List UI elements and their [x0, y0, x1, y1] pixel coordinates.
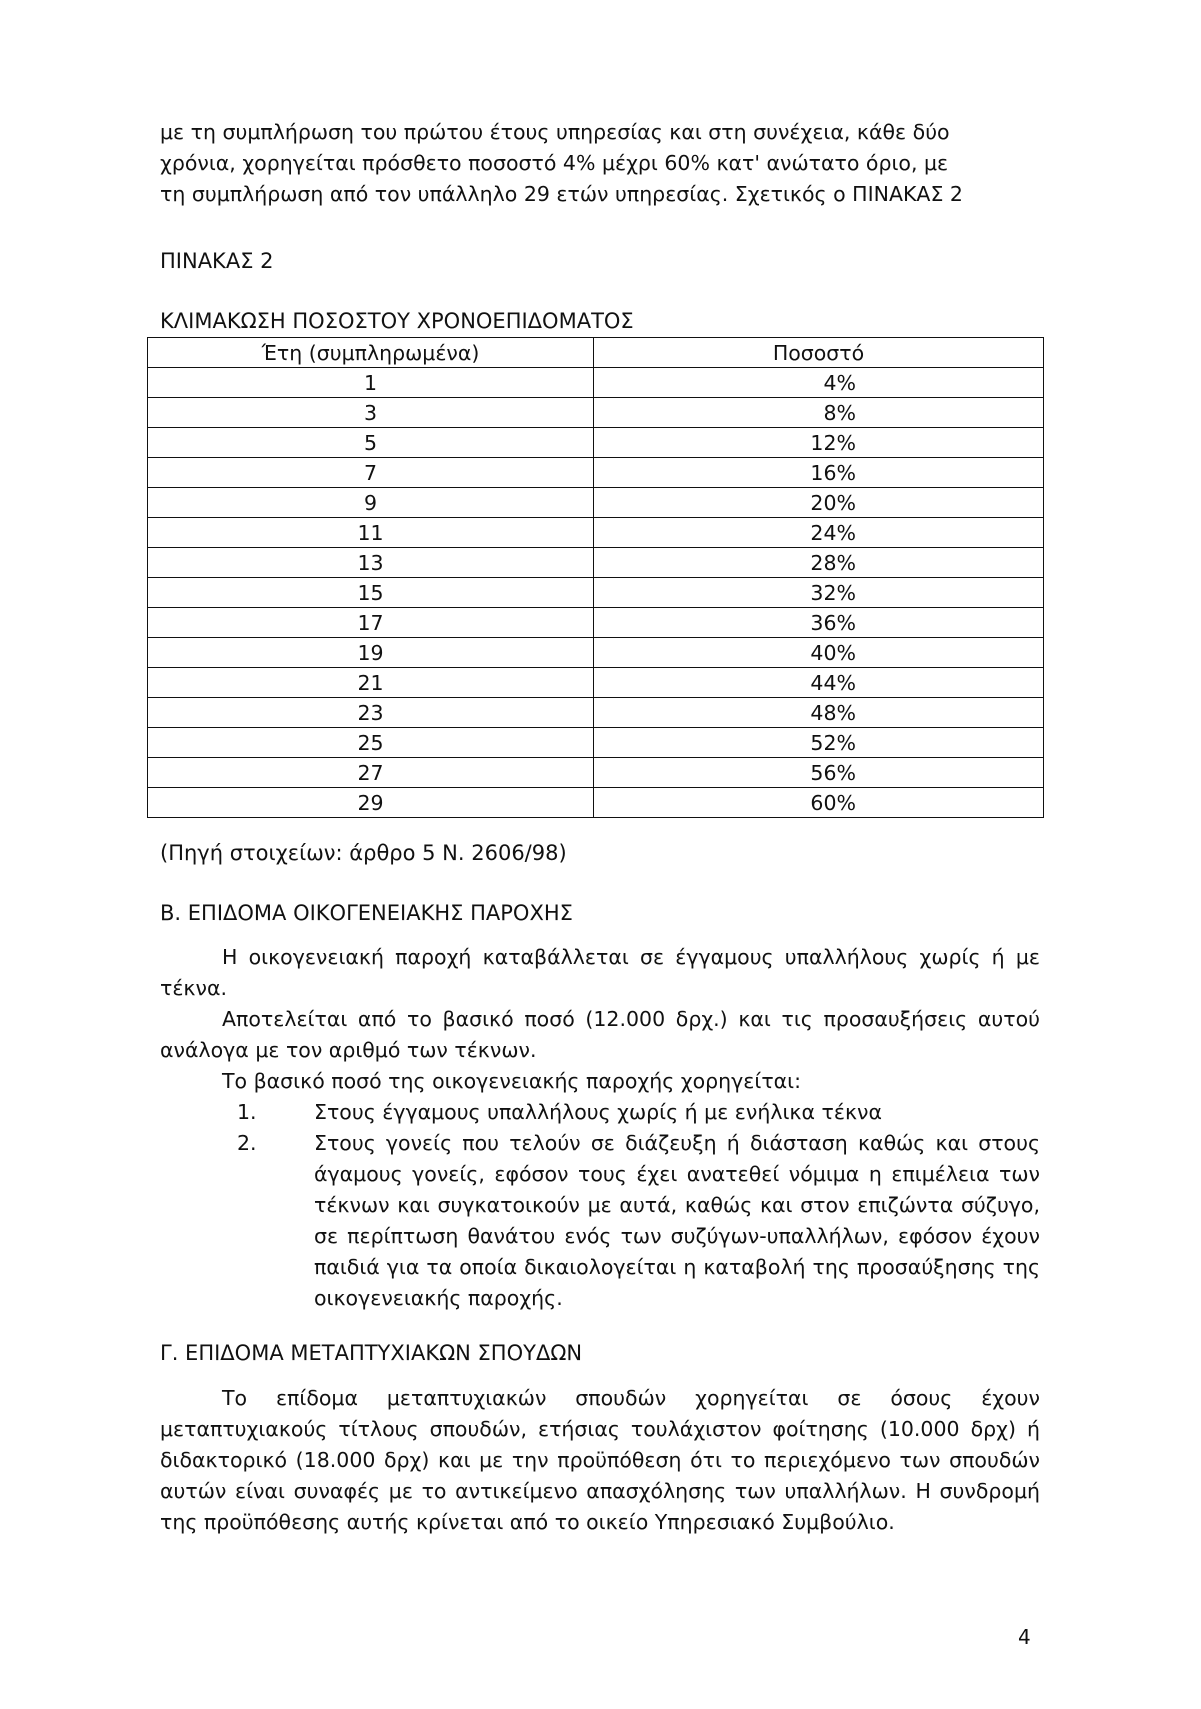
- cell-percentage: 52%: [594, 728, 1044, 758]
- table-row: [148, 728, 1044, 758]
- cell-percentage: 8%: [594, 398, 1044, 428]
- section-b-para2: Αποτελείται από το βασικό ποσό (12.000 δρχ.) και τις προσαυξήσεις αυτού ανάλογα με τον αριθμό των τέκνων.: [160, 1007, 1040, 1062]
- cell-years: 29: [148, 788, 594, 818]
- cell-years: 19: [148, 638, 594, 668]
- cell-years: 25: [148, 728, 594, 758]
- table-row: [148, 608, 1044, 638]
- cell-percentage: 44%: [594, 668, 1044, 698]
- cell-percentage: 40%: [594, 638, 1044, 668]
- list-item-number: 2.: [237, 1131, 257, 1155]
- table-row: [148, 428, 1044, 458]
- list-item: [160, 1128, 1040, 1314]
- table-row: [148, 638, 1044, 668]
- cell-percentage: 60%: [594, 788, 1044, 818]
- cell-years: 5: [148, 428, 594, 458]
- section-b-list: [160, 1097, 1040, 1314]
- cell-percentage: 48%: [594, 698, 1044, 728]
- table-row: [148, 668, 1044, 698]
- table-source: (Πηγή στοιχείων: άρθρο 5 Ν. 2606/98): [160, 841, 567, 865]
- cell-years: 21: [148, 668, 594, 698]
- intro-paragraph: [160, 117, 1040, 210]
- header-percentage: Ποσοστό: [594, 338, 1044, 368]
- table-row: [148, 698, 1044, 728]
- section-c-para: Το επίδομα μεταπτυχιακών σπουδών χορηγείται σε όσους έχουν μεταπτυχιακούς τίτλους σπουδών, ετήσιας τουλάχιστον φοίτησης (10.000 δρχ) ή διδακτορικό (18.000 δρχ) και με την προϋπόθεση ότι το περιεχόμενο των σπουδών αυτών είναι συναφές με το αντικείμενο απασχόλησης των υπαλλήλων. Η συνδρομή της προϋπόθεσης αυτής κρίνεται από το οικείο Υπηρεσιακό Συμβούλιο.: [160, 1386, 1040, 1534]
- cell-percentage: 56%: [594, 758, 1044, 788]
- intro-line-2: χρόνια, χορηγείται πρόσθετο ποσοστό 4% μέχρι 60% κατ' ανώτατο όριο, με: [160, 151, 949, 175]
- list-item: [160, 1097, 1040, 1128]
- cell-percentage: 24%: [594, 518, 1044, 548]
- table-row: [148, 758, 1044, 788]
- section-c-heading: Γ. ΕΠΙΔΟΜΑ ΜΕΤΑΠΤΥΧΙΑΚΩΝ ΣΠΟΥΔΩΝ: [160, 1341, 583, 1365]
- intro-line-3: τη συμπλήρωση από τον υπάλληλο 29 ετών υπηρεσίας. Σχετικός ο ΠΙΝΑΚΑΣ 2: [160, 182, 963, 206]
- table-row: [148, 458, 1044, 488]
- cell-years: 27: [148, 758, 594, 788]
- cell-percentage: 28%: [594, 548, 1044, 578]
- table-row: [148, 398, 1044, 428]
- cell-years: 3: [148, 398, 594, 428]
- list-item-text: Στους γονείς που τελούν σε διάζευξη ή διάσταση καθώς και στους άγαμους γονείς, εφόσον τους έχει ανατεθεί νόμιμα η επιμέλεια των τέκνων και συγκατοικούν με αυτά, καθώς και στον επιζώντα σύζυγο, σε περίπτωση θανάτου ενός των συζύγων-υπαλλήλων, εφόσον έχουν παιδιά για τα οποία δικαιολογείται η καταβολή της προσαύξησης της οικογενειακής παροχής.: [314, 1131, 1040, 1310]
- table-row: [148, 578, 1044, 608]
- page-number: 4: [1018, 1625, 1031, 1649]
- cell-years: 9: [148, 488, 594, 518]
- list-item-number: 1.: [237, 1100, 257, 1124]
- table-title: ΚΛΙΜΑΚΩΣΗ ΠΟΣΟΣΤΟΥ ΧΡΟΝΟΕΠΙΔΟΜΑΤΟΣ: [160, 309, 634, 333]
- cell-years: 23: [148, 698, 594, 728]
- cell-percentage: 36%: [594, 608, 1044, 638]
- cell-percentage: 12%: [594, 428, 1044, 458]
- header-years: Έτη (συμπληρωμένα): [148, 338, 594, 368]
- table-row: [148, 488, 1044, 518]
- cell-years: 7: [148, 458, 594, 488]
- cell-percentage: 20%: [594, 488, 1044, 518]
- table-body: [148, 368, 1044, 818]
- table-row: [148, 518, 1044, 548]
- table-row: [148, 788, 1044, 818]
- cell-years: 17: [148, 608, 594, 638]
- cell-years: 13: [148, 548, 594, 578]
- cell-years: 1: [148, 368, 594, 398]
- table-row: [148, 368, 1044, 398]
- section-b-para3: Το βασικό ποσό της οικογενειακής παροχής χορηγείται:: [222, 1069, 802, 1093]
- table-label: ΠΙΝΑΚΑΣ 2: [160, 249, 274, 273]
- cell-percentage: 32%: [594, 578, 1044, 608]
- table-header-row: [148, 338, 1044, 368]
- cell-years: 11: [148, 518, 594, 548]
- table-row: [148, 548, 1044, 578]
- section-b-para1: Η οικογενειακή παροχή καταβάλλεται σε έγγαμους υπαλλήλους χωρίς ή με τέκνα.: [160, 945, 1040, 1000]
- intro-line-1: με τη συμπλήρωση του πρώτου έτους υπηρεσίας και στη συνέχεια, κάθε δύο: [160, 120, 950, 144]
- section-b-heading: Β. ΕΠΙΔΟΜΑ ΟΙΚΟΓΕΝΕΙΑΚΗΣ ΠΑΡΟΧΗΣ: [160, 901, 573, 925]
- cell-percentage: 4%: [594, 368, 1044, 398]
- list-item-text: Στους έγγαμους υπαλλήλους χωρίς ή με ενήλικα τέκνα: [314, 1100, 882, 1124]
- cell-percentage: 16%: [594, 458, 1044, 488]
- cell-years: 15: [148, 578, 594, 608]
- seniority-allowance-table: [147, 337, 1044, 818]
